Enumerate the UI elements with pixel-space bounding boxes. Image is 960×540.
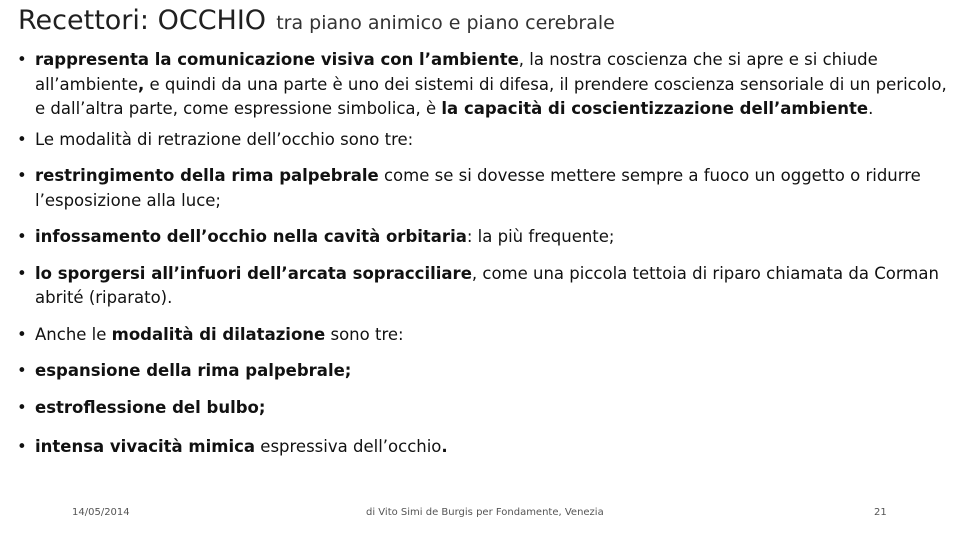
bullet-item	[17, 435, 949, 460]
footer-date: 14/05/2014	[72, 507, 130, 518]
bullet-text: , come una piccola tettoia di riparo chiamata da Corman abrité (riparato).	[35, 263, 939, 307]
bullet-text: sono tre:	[325, 324, 404, 344]
bullet-item	[17, 262, 949, 311]
bullet-item	[17, 128, 949, 153]
bullet-item	[17, 48, 949, 122]
bullet-text-bold: intensa vivacità mimica	[35, 437, 256, 456]
bullet-text-bold: rappresenta la comunicazione visiva con l’ambiente	[35, 50, 519, 69]
footer-author: di Vito Simi de Burgis per Fondamente, Venezia	[366, 507, 604, 518]
bullet-item	[17, 323, 949, 348]
bullet-text: Anche le	[35, 324, 112, 344]
bullet-item	[17, 359, 949, 384]
bullet-text-bold: estroflessione del bulbo;	[35, 397, 266, 417]
bullet-text-bold: infossamento dell’occhio nella cavità orbitaria	[35, 227, 467, 246]
bullet-text-bold: restringimento della rima palpebrale	[35, 166, 379, 185]
bullet-text: Le modalità di retrazione dell’occhio sono tre:	[35, 129, 414, 149]
bullet-text-bold: la capacità di coscientizzazione dell’ambiente	[441, 99, 869, 118]
bullet-text: espressiva dell’occhio	[255, 437, 442, 456]
title-main: Recettori: OCCHIO	[18, 5, 267, 36]
bullet-text-bold: espansione della rima palpebrale;	[35, 361, 352, 380]
bullet-text: e quindi da una parte è uno dei sistemi di difesa, il prendere coscienza sensoriale di un pericolo, e dall’altra parte, come espressione simbolica, è	[35, 74, 947, 118]
bullet-text: .	[868, 99, 874, 118]
bullet-text-bold: lo sporgersi all’infuori dell’arcata sopracciliare	[35, 263, 472, 283]
bullet-text-bold: .	[441, 437, 448, 456]
bullet-item	[17, 164, 949, 213]
bullet-item	[17, 396, 949, 421]
slide-title	[18, 0, 615, 41]
title-subtitle: tra piano animico e piano cerebrale	[276, 12, 615, 34]
bullet-text-bold: ,	[138, 74, 145, 94]
bullet-list	[17, 48, 949, 460]
bullet-text: , la nostra coscienza che si apre e si chiude all’ambiente	[35, 50, 878, 94]
footer-page-number: 21	[874, 507, 887, 518]
bullet-text: : la più frequente;	[466, 227, 615, 246]
bullet-text-bold: modalità di dilatazione	[111, 324, 326, 344]
bullet-text: come se si dovesse mettere sempre a fuoco un oggetto o ridurre l’esposizione alla luce;	[35, 166, 921, 210]
bullet-item	[17, 225, 949, 250]
